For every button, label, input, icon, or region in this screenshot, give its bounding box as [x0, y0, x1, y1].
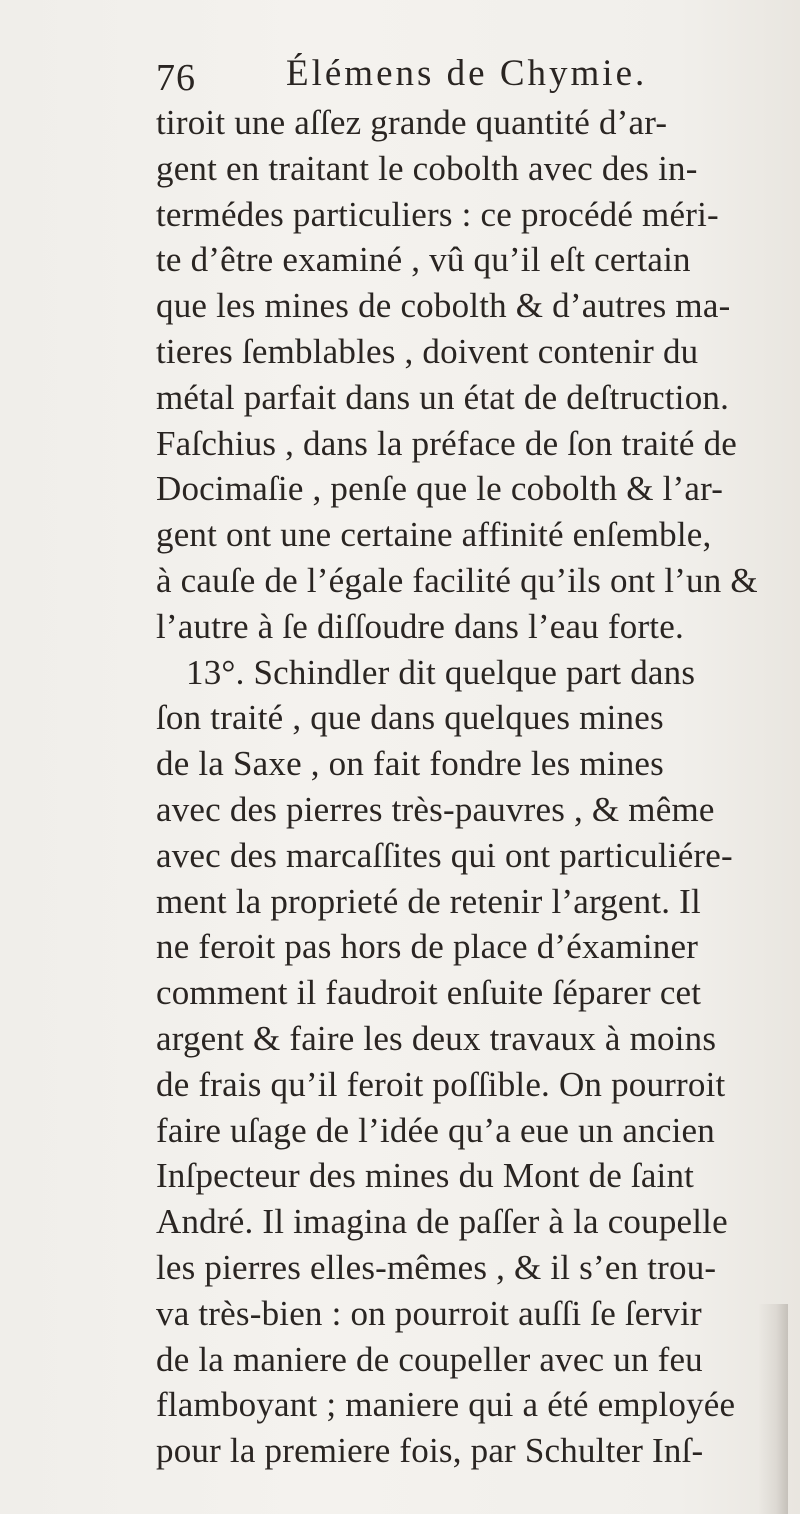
text-line: Faſchius , dans la préface de ſon traité de [156, 423, 738, 463]
text-line: que les mines de cobolth & d’autres ma- [156, 286, 731, 326]
page-header [156, 52, 716, 100]
text-line: pour la premiere fois, par Schulter Inſ- [156, 1431, 704, 1471]
text-line: ment la proprieté de retenir l’argent. Il [156, 881, 701, 921]
text-line: de la Saxe , on fait fondre les mines [156, 744, 664, 784]
text-line: ſon traité , que dans quelques mines [156, 698, 664, 738]
text-line: gent ont une certaine affinité enſemble, [156, 515, 712, 555]
text-line: tieres ſemblables , doivent contenir du [156, 331, 699, 371]
body-text [156, 100, 756, 1474]
text-line: termédes particuliers : ce procédé méri- [156, 194, 719, 234]
text-line: André. Il imagina de paſſer à la coupelle [156, 1202, 728, 1242]
text-line: te d’être examiné , vû qu’il eſt certain [156, 240, 691, 280]
text-line: Inſpecteur des mines du Mont de ſaint [156, 1156, 695, 1196]
text-line: avec des marcaſſites qui ont particuliére- [156, 835, 733, 875]
text-line: gent en traitant le cobolth avec des in- [156, 148, 698, 188]
text-line: ne feroit pas hors de place d’éxaminer [156, 927, 699, 967]
text-line: comment il faudroit enſuite ſéparer cet [156, 973, 702, 1013]
page-edge-shadow [758, 1304, 788, 1514]
text-line: flamboyant ; maniere qui a été employée [156, 1385, 736, 1425]
text-line: va très-bien : on pourroit auſſi ſe ſervir [156, 1293, 702, 1333]
text-line: avec des pierres très-pauvres , & même [156, 789, 715, 829]
text-line: métal parfait dans un état de deſtruction. [156, 377, 730, 417]
text-line: faire uſage de l’idée qu’a eue un ancien [156, 1110, 715, 1150]
text-line: les pierres elles-mêmes , & il s’en trou- [156, 1247, 717, 1287]
text-line: de frais qu’il feroit poſſible. On pourroit [156, 1064, 726, 1104]
running-head: Élémens de Chymie. [286, 53, 648, 94]
text-line: argent & faire les deux travaux à moins [156, 1018, 717, 1058]
text-line: à cauſe de l’égale facilité qu’ils ont l’un & [156, 560, 758, 600]
text-line: Docimaſie , penſe que le cobolth & l’ar- [156, 469, 724, 509]
text-line: tiroit une aſſez grande quantité d’ar- [156, 103, 668, 142]
text-line: de la maniere de coupeller avec un feu [156, 1339, 703, 1379]
page-number: 76 [156, 57, 196, 99]
paragraph-start-line: 13°. Schindler dit quelque part dans [186, 652, 696, 692]
text-line: l’autre à ſe diſſoudre dans l’eau forte. [156, 606, 684, 646]
